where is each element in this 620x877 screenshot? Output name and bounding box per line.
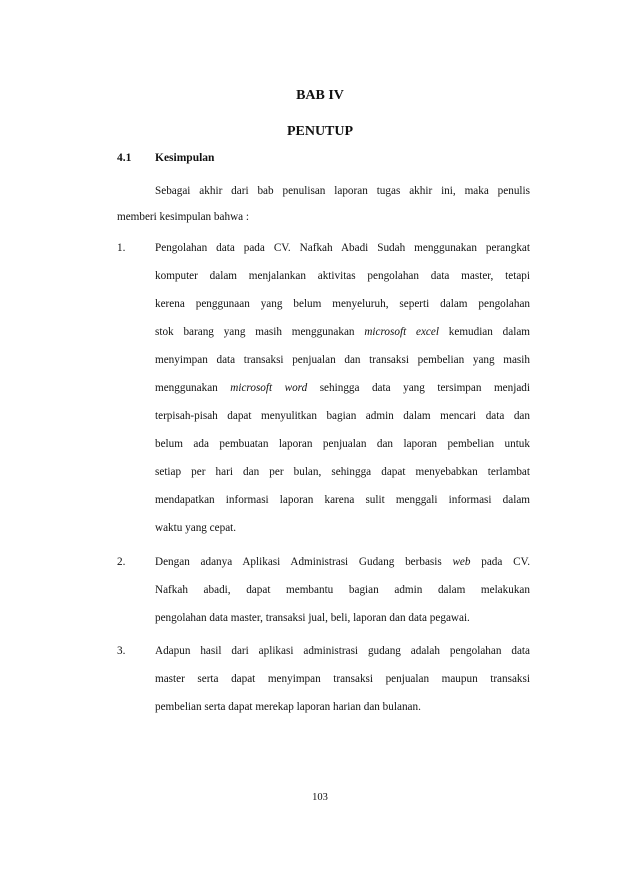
list-item-line: mendapatkan informasi laporan karena sulit menggali informasi dalam <box>155 494 530 506</box>
list-item-number: 3. <box>117 645 126 657</box>
list-item-number: 2. <box>117 556 126 568</box>
list-item-line: belum ada pembuatan laporan penjualan dan laporan pembelian untuk <box>155 438 530 450</box>
chapter-label: BAB IV <box>296 88 344 103</box>
chapter-title: PENUTUP <box>286 124 354 139</box>
paragraph-line: Sebagai akhir dari bab penulisan laporan tugas akhir ini, maka penulis <box>155 185 530 197</box>
page-number: 103 <box>312 792 328 803</box>
section-number: 4.1 <box>117 152 132 164</box>
list-item-line: terpisah-pisah dapat menyulitkan bagian admin dalam mencari data dan <box>155 410 530 422</box>
list-item-line: menyimpan data transaksi penjualan dan transaksi pembelian yang masih <box>155 354 530 366</box>
list-item-number: 1. <box>117 242 126 254</box>
list-item-line: Dengan adanya Aplikasi Administrasi Gudang berbasis web pada CV. <box>155 556 530 568</box>
list-item-line: Pengolahan data pada CV. Nafkah Abadi Sudah menggunakan perangkat <box>155 242 530 254</box>
list-item-line: waktu yang cepat. <box>155 522 237 534</box>
list-item-line: stok barang yang masih menggunakan microsoft excel kemudian dalam <box>155 326 531 338</box>
list-item-line: menggunakan microsoft word sehingga data yang tersimpan menjadi <box>155 382 530 394</box>
list-item-line: komputer dalam menjalankan aktivitas pengolahan data master, tetapi <box>155 270 530 282</box>
list-item-line: Nafkah abadi, dapat membantu bagian admin dalam melakukan <box>155 584 530 596</box>
section-title: Kesimpulan <box>155 152 215 164</box>
list-item-line: pengolahan data master, transaksi jual, beli, laporan dan data pegawai. <box>155 612 470 624</box>
paragraph-line: memberi kesimpulan bahwa : <box>117 211 250 223</box>
list-item-line: setiap per hari dan per bulan, sehingga dapat menyebabkan terlambat <box>155 466 530 478</box>
list-item-line: pembelian serta dapat merekap laporan harian dan bulanan. <box>155 701 421 713</box>
list-item-line: Adapun hasil dari aplikasi administrasi gudang adalah pengolahan data <box>155 645 530 657</box>
list-item-line: kerena penggunaan yang belum menyeluruh, seperti dalam pengolahan <box>155 298 530 310</box>
list-item-line: master serta dapat menyimpan transaksi penjualan maupun transaksi <box>155 673 530 685</box>
